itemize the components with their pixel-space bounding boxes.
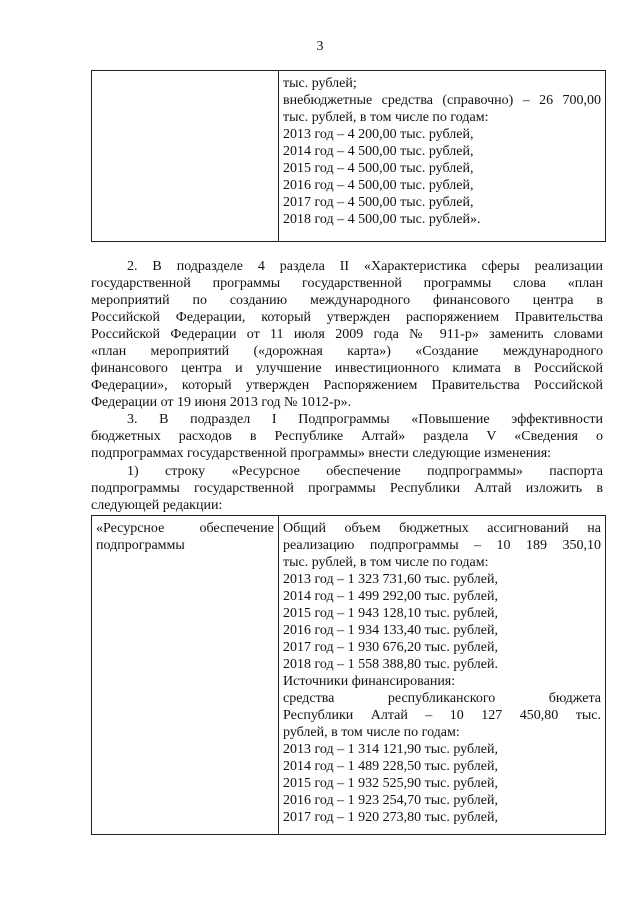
table-line: Источники финансирования:	[283, 674, 456, 689]
text-line: подпрограммы государственной программы Республики Алтай изложить в	[91, 481, 603, 496]
table-line: 2013 год – 1 323 731,60 тыс. рублей,	[283, 572, 498, 587]
text-line: «план мероприятий («дорожная карта») «Создание международного	[91, 344, 603, 359]
text-line: государственной программы государственной программы слова «план	[91, 276, 603, 291]
table-line: внебюджетные средства (справочно) – 26 700,00	[283, 93, 601, 108]
table-line: подпрограммы	[96, 538, 185, 553]
table-line: рублей, в том числе по годам:	[283, 725, 460, 740]
table-cell-funding	[279, 516, 606, 835]
table-line: 2017 год – 1 920 273,80 тыс. рублей,	[283, 810, 498, 825]
table-line: 2017 год – 1 930 676,20 тыс. рублей,	[283, 640, 498, 655]
paragraph-4	[91, 463, 603, 514]
text-line: бюджетных расходов в Республике Алтай» раздела V «Сведения о	[91, 429, 603, 444]
text-line: подпрограммах государственной программы» внести следующие изменения:	[91, 446, 552, 461]
table-line: 2018 год – 4 500,00 тыс. рублей».	[283, 212, 481, 227]
table-line: «Ресурсное обеспечение	[96, 521, 274, 536]
text-line: Федерации», который утвержден Распоряжением Правительства Российской	[91, 378, 603, 393]
table-line: 2013 год – 4 200,00 тыс. рублей,	[283, 127, 474, 142]
table-line: тыс. рублей;	[283, 76, 357, 91]
table-row	[92, 516, 606, 835]
text-line: следующей редакции:	[91, 498, 223, 513]
table-line: 2016 год – 4 500,00 тыс. рублей,	[283, 178, 474, 193]
table-cell-funding	[279, 71, 606, 242]
table-line: Общий объем бюджетных ассигнований на	[283, 521, 601, 536]
page-number: 3	[316, 39, 324, 54]
text-line: Российской Федерации, который утвержден распоряжением Правительства	[91, 310, 603, 325]
table-line: 2015 год – 4 500,00 тыс. рублей,	[283, 161, 474, 176]
text-line: Федерации от 19 июня 2013 год № 1012-р».	[91, 395, 352, 410]
table-row	[92, 71, 606, 242]
text-line: Российской Федерации от 11 июля 2009 года № 911-р» заменить словами	[91, 327, 603, 342]
table-line: 2014 год – 4 500,00 тыс. рублей,	[283, 144, 474, 159]
table-line: тыс. рублей, в том числе по годам:	[283, 555, 489, 570]
table-line: 2014 год – 1 499 292,00 тыс. рублей,	[283, 589, 498, 604]
table-cell-label	[92, 516, 279, 835]
table-line: 2016 год – 1 923 254,70 тыс. рублей,	[283, 793, 498, 808]
table-line: 2015 год – 1 943 128,10 тыс. рублей,	[283, 606, 498, 621]
text-line: 1) строку «Ресурсное обеспечение подпрограммы» паспорта	[127, 464, 603, 479]
table-line: 2015 год – 1 932 525,90 тыс. рублей,	[283, 776, 498, 791]
text-line: финансового центра и улучшение инвестиционного климата в Российской	[91, 361, 603, 376]
text-line: мероприятий по созданию международного финансового центра в	[91, 293, 603, 308]
table-line: средства республиканского бюджета	[283, 691, 601, 706]
table-cell-empty	[92, 71, 279, 242]
text-line: 3. В подраздел I Подпрограммы «Повышение эффективности	[127, 412, 603, 427]
table-line: 2016 год – 1 934 133,40 тыс. рублей,	[283, 623, 498, 638]
text-line: 2. В подразделе 4 раздела II «Характеристика сферы реализации	[127, 259, 603, 274]
paragraph-3	[91, 411, 603, 462]
table-line: тыс. рублей, в том числе по годам:	[283, 110, 489, 125]
table-line: реализацию подпрограммы – 10 189 350,10	[283, 538, 601, 553]
table-line: 2013 год – 1 314 121,90 тыс. рублей,	[283, 742, 498, 757]
resources-table	[91, 515, 606, 835]
table-line: 2014 год – 1 489 228,50 тыс. рублей,	[283, 759, 498, 774]
paragraph-2	[91, 258, 603, 411]
table-line: 2018 год – 1 558 388,80 тыс. рублей.	[283, 657, 498, 672]
table-line: Республики Алтай – 10 127 450,80 тыс.	[283, 708, 601, 723]
table-line: 2017 год – 4 500,00 тыс. рублей,	[283, 195, 474, 210]
resources-table-continuation	[91, 70, 606, 242]
